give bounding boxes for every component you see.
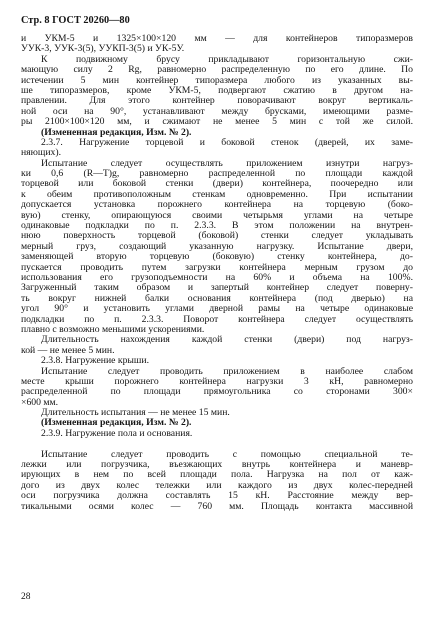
text-line: оси погрузчика должна составлять 15 кН. Расстояние между вер- xyxy=(21,490,413,502)
text-line: 2.3.7. Нагружение торцевой и боковой стенок (дверей, их заме- xyxy=(41,136,413,148)
text-line: пускается проводить путем загрузки контейнера мерным грузом до xyxy=(21,261,413,273)
text-line: заменяющей вторую торцевую (боковую) стенку контейнера, до- xyxy=(21,251,413,263)
text-line: Загруженный таким образом и запертый контейнер следует поверну- xyxy=(21,282,413,294)
text-line: К подвижному брусу прикладывают горизонтальную сжи- xyxy=(41,53,413,65)
text-line: к обеим противоположным стенкам одновременно. При испытании xyxy=(21,188,413,200)
text-line: (Измененная редакция, Изм. № 2). xyxy=(41,126,192,138)
page-header: Стр. 8 ГОСТ 20260—80 xyxy=(21,15,130,26)
text-line: использования его грузоподъемности на 60% и объема на 100%. xyxy=(21,271,413,283)
text-line: ше типоразмеров, кроме УКМ-5, подвергают сжатию в другом на- xyxy=(21,84,413,96)
document-body xyxy=(21,34,413,512)
text-line: подкладки по п. 2.3.3. Поворот контейнера следует осуществлять xyxy=(21,313,413,325)
text-line: ×600 мм. xyxy=(21,396,59,408)
text-line: 2.3.9. Нагружение пола и основания. xyxy=(41,427,193,439)
text-line: правлении. Для этого контейнер поворачивают вокруг вертикаль- xyxy=(21,95,413,107)
text-line: угол 90° и установить углами дверной рамы на четыре одинаковые xyxy=(21,303,413,315)
text-line: Длительность испытания — не менее 15 мин. xyxy=(41,407,230,419)
text-line: нюю поверхность торцевой (боковой) стенки следует укладывать xyxy=(21,230,413,242)
text-line: дого из двух колес тележки или каждого из двух колес-передней xyxy=(21,479,413,491)
text-line: 2.3.8. Нагружение крыши. xyxy=(41,355,149,367)
text-line: няющих). xyxy=(21,147,62,159)
text-line: торцевой или боковой стенки (двери) контейнера, поочередно или xyxy=(21,178,413,190)
text-line: мающую силу 2 Rg, равномерно распределенную по его длине. По xyxy=(21,64,413,76)
text-line: и УКМ-5 и 1325×100×120 мм — для контейнеров типоразмеров xyxy=(21,33,413,44)
text-line: УУК-3, УУК-3(5), УУКП-3(5) и УК-5У. xyxy=(21,43,185,55)
text-line: лежки или погрузчика, въезжающих внутрь контейнера и маневр- xyxy=(21,459,413,471)
text-line: Испытание следует осуществлять приложением изнутри нагруз- xyxy=(41,157,413,169)
text-line: кой — не менее 5 мин. xyxy=(21,344,115,356)
text-line: ть вокруг нижней балки основания контейнера (под дверью) на xyxy=(21,292,413,304)
text-line: истечении 5 мин контейнер типоразмера любого из указанных вы- xyxy=(21,74,413,86)
text-line: вую) стенку, опирающуюся своими четырьмя углами на четыре xyxy=(21,209,413,221)
text-line: Испытание следует проводить приложением в наиболее слабом xyxy=(41,365,413,377)
text-line: ной оси на 90°, устанавливают между брусками, имеющими разме- xyxy=(21,105,413,117)
text-line: тикальными осями колес — 760 мм. Площадь контакта массивной xyxy=(21,500,413,512)
text-line: ки 0,6 (R—T)g, равномерно распределенной по площади каждой xyxy=(21,168,413,180)
text-line: мерный груз, создающий указанную нагрузку. Испытание двери, xyxy=(21,240,413,252)
page-number: 28 xyxy=(21,592,31,602)
text-line: допускается установка порожнего контейнера на торцевую (боко- xyxy=(21,199,413,211)
text-line: одинаковые подкладки по п. 2.3.3. В этом положении на внутрен- xyxy=(21,220,413,232)
text-line: плавно с возможно меньшими ускорениями. xyxy=(21,323,205,335)
text-line: Испытание следует проводить с помощью специальной те- xyxy=(41,448,413,460)
text-line: месте крыши порожнего контейнера нагрузки 3 кН, равномерно xyxy=(21,375,413,387)
text-line: (Измененная редакция, Изм. № 2). xyxy=(41,417,192,429)
text-line: распределенной по площади прямоугольника со сторонами 300× xyxy=(21,386,413,398)
text-line: Длительность нахождения каждой стенки (двери) под нагруз- xyxy=(41,334,413,346)
text-line: ры 2100×100×120 мм, и сжимают не менее 5 мин с той же силой. xyxy=(21,116,413,128)
text-line: ирующих в нем по всей площади пола. Нагрузка на пол от каж- xyxy=(21,469,413,481)
